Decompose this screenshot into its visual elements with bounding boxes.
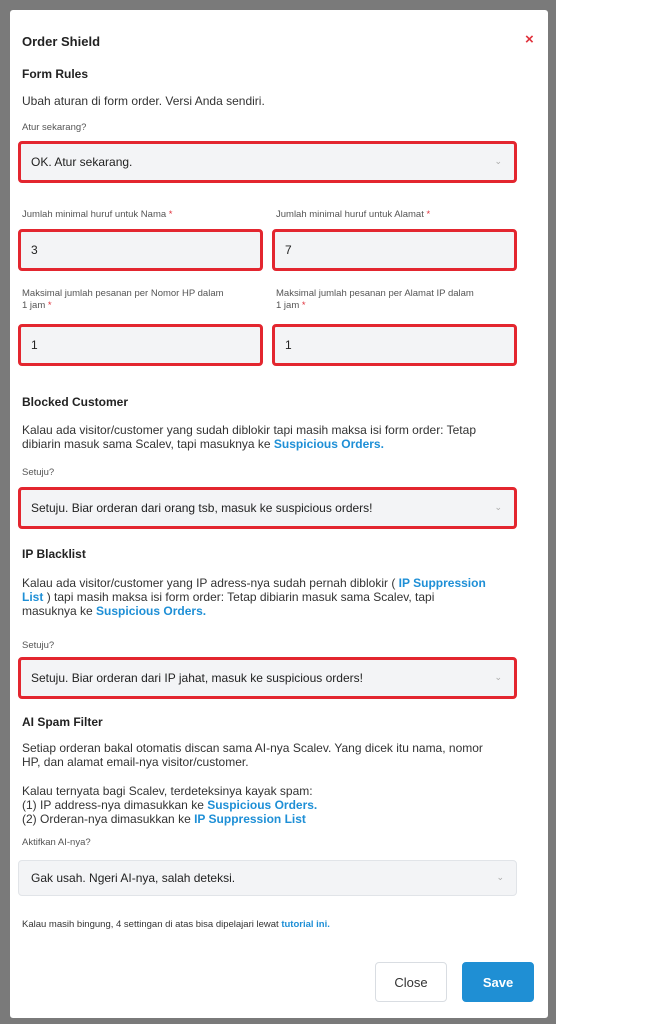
blocked-customer-desc: Kalau ada visitor/customer yang sudah diblokir tapi masih maksa isi form order: Tetap dibiarin masuk sama Scalev, tapi masuknya ke Suspicious Orders. — [22, 423, 476, 451]
ip-max-input[interactable] — [272, 324, 517, 366]
ip-blacklist-desc: Kalau ada visitor/customer yang IP adress-nya sudah pernah diblokir ( IP Suppression List ) tapi masih maksa isi form order: Tetap dibiarin masuk sama Scalev, tapi masuknya ke Suspicious Orders. — [22, 576, 486, 618]
nama-min-input[interactable] — [18, 229, 263, 271]
ip-max-label: Maksimal jumlah pesanan per Alamat IP dalam 1 jam * — [276, 288, 474, 311]
atur-sekarang-select[interactable] — [18, 141, 517, 183]
suspicious-orders-link[interactable]: Suspicious Orders. — [273, 437, 384, 451]
alamat-label: Jumlah minimal huruf untuk Alamat * — [276, 209, 431, 220]
suspicious-orders-link[interactable]: Suspicious Orders. — [207, 798, 318, 812]
close-icon[interactable]: × — [525, 31, 534, 48]
ai-spam-value: Gak usah. Ngeri AI-nya, salah deteksi. — [31, 871, 236, 885]
ai-spam-select[interactable] — [18, 860, 517, 896]
blocked-setuju-label: Setuju? — [22, 467, 55, 478]
ip-blacklist-value: Setuju. Biar orderan dari IP jahat, masuk ke suspicious orders! — [31, 671, 363, 685]
order-shield-modal — [10, 10, 548, 1018]
alamat-min-input[interactable] — [272, 229, 517, 271]
atur-sekarang-label: Atur sekarang? — [22, 122, 87, 133]
ip-suppression-link-cont[interactable]: List — [22, 590, 44, 604]
ai-spam-title: AI Spam Filter — [22, 715, 103, 729]
chevron-down-icon: ⌄ — [496, 872, 504, 882]
ai-spam-desc: Setiap orderan bakal otomatis discan sama AI-nya Scalev. Yang dicek itu nama, nomor HP, dan alamat email-nya visitor/customer. — [22, 741, 483, 769]
blocked-customer-select[interactable] — [18, 487, 517, 529]
ip-blacklist-title: IP Blacklist — [22, 547, 86, 561]
nama-min-value: 3 — [31, 243, 38, 257]
ip-blacklist-select[interactable] — [18, 657, 517, 699]
form-rules-desc: Ubah aturan di form order. Versi Anda sendiri. — [22, 94, 265, 108]
atur-sekarang-value: OK. Atur sekarang. — [31, 155, 133, 169]
blocked-customer-value: Setuju. Biar orderan dari orang tsb, masuk ke suspicious orders! — [31, 501, 373, 515]
ip-suppression-list-link[interactable]: IP Suppression List — [194, 812, 306, 826]
blocked-customer-title: Blocked Customer — [22, 395, 129, 409]
nama-label: Jumlah minimal huruf untuk Nama * — [22, 209, 173, 220]
hp-max-label: Maksimal jumlah pesanan per Nomor HP dalam 1 jam * — [22, 288, 224, 311]
form-rules-title: Form Rules — [22, 67, 89, 81]
chevron-down-icon: ⌄ — [494, 156, 502, 166]
hp-max-input[interactable] — [18, 324, 263, 366]
chevron-down-icon: ⌄ — [494, 672, 502, 682]
footer-note: Kalau masih bingung, 4 settingan di atas bisa dipelajari lewat tutorial ini. — [22, 919, 330, 930]
close-button[interactable]: Close — [375, 962, 447, 1002]
ip-max-value: 1 — [285, 338, 292, 352]
suspicious-orders-link[interactable]: Suspicious Orders. — [96, 604, 207, 618]
ip-setuju-label: Setuju? — [22, 640, 55, 651]
modal-title: Order Shield — [22, 34, 101, 49]
save-button[interactable]: Save — [462, 962, 534, 1002]
hp-max-value: 1 — [31, 338, 38, 352]
tutorial-link[interactable]: tutorial ini. — [281, 919, 330, 930]
aktifkan-ai-label: Aktifkan AI-nya? — [22, 837, 91, 848]
ip-suppression-link[interactable]: IP Suppression — [398, 576, 486, 590]
chevron-down-icon: ⌄ — [494, 502, 502, 512]
alamat-min-value: 7 — [285, 243, 292, 257]
ai-spam-detail: Kalau ternyata bagi Scalev, terdeteksinya kayak spam: (1) IP address-nya dimasukkan ke Suspicious Orders. (2) Orderan-nya dimasukkan ke IP Suppression List — [22, 784, 318, 826]
